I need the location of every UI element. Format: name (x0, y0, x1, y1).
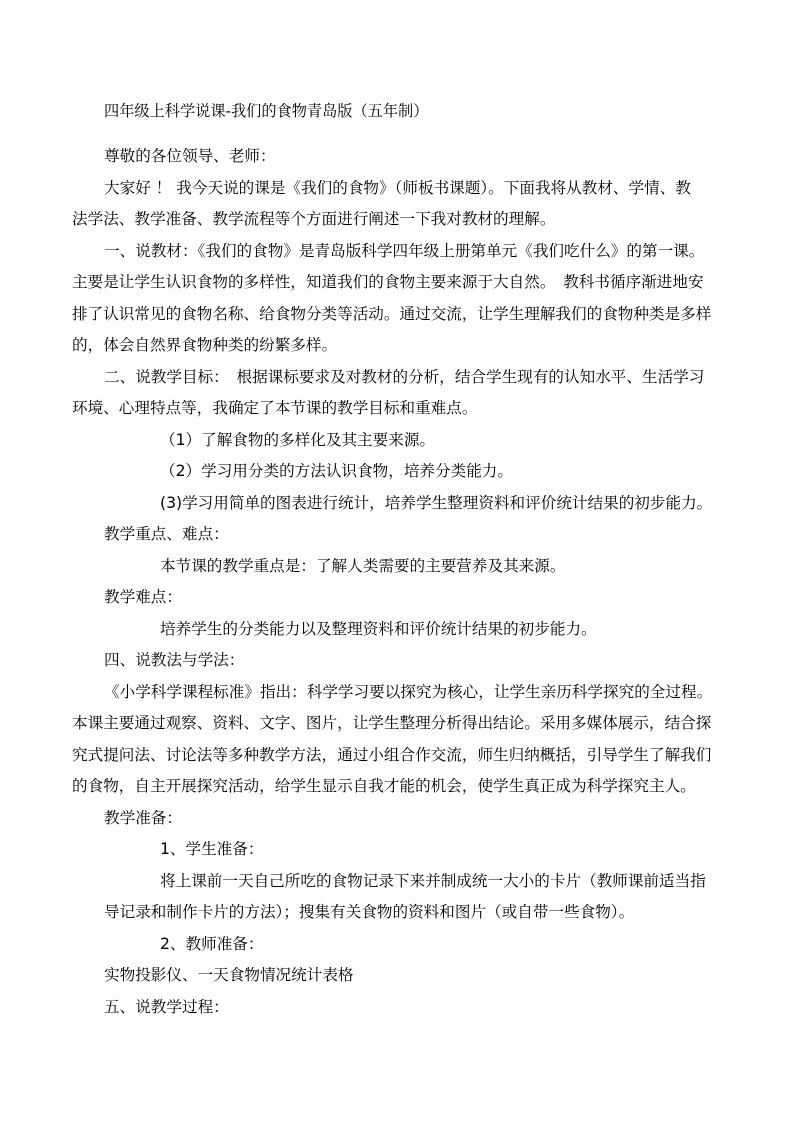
section-heading-line: 四、说教法与学法： (104, 651, 245, 669)
section-heading-line: 一、说教材：《我们的食物》是青岛版科学四年级上册第单元《我们吃什么》的第一课。 (104, 242, 705, 260)
list-item: （2）学习用分类的方法认识食物，培养分类能力。 (160, 462, 513, 480)
list-item: （1）了解食物的多样化及其主要来源。 (160, 431, 436, 449)
paragraph-line: 本课主要通过观察、资料、文字、图片，让学生整理分析得出结论。采用多媒体展示，结合探 (72, 714, 712, 732)
list-item: 1、学生准备： (160, 840, 264, 858)
subheading-line: 教学重点、难点： (104, 525, 229, 543)
subheading-line: 教学准备： (104, 809, 182, 827)
paragraph-line: 环境、心理特点等，我确定了本节课的教学目标和重难点。 (72, 399, 478, 417)
paragraph-line: 《小学科学课程标准》指出：科学学习要以探究为核心，让学生亲历科学探究的全过程。 (104, 683, 713, 701)
document-title: 四年级上科学说课-我们的食物青岛版（五年制） (104, 102, 429, 120)
paragraph-line: 导记录和制作卡片的方法）；搜集有关食物的资料和图片（或自带一些食物）。 (104, 903, 635, 921)
greeting-line: 尊敬的各位领导、老师： (104, 147, 276, 165)
paragraph-line: 将上课前一天自己所吃的食物记录下来并制成统一大小的卡片（教师课前适当指 (160, 872, 706, 890)
paragraph-line: 本节课的教学重点是：了解人类需要的主要营养及其来源。 (160, 557, 566, 575)
paragraph-line: 排了认识常见的食物名称、给食物分类等活动。通过交流，让学生理解我们的食物种类是多样 (72, 305, 712, 323)
section-heading-line: 二、说教学目标： 根据课标要求及对教材的分析，结合学生现有的认知水平、生活学习 (104, 368, 705, 386)
paragraph-line: 实物投影仪、一天食物情况统计表格 (104, 966, 354, 984)
paragraph-line: 的，体会自然界食物种类的纷繁多样。 (72, 336, 338, 354)
paragraph-line: 法学法、教学准备、教学流程等个方面进行阐述一下我对教材的理解。 (72, 210, 556, 228)
subheading-line: 教学难点： (104, 588, 182, 606)
paragraph-line: 的食物，自主开展探究活动，给学生显示自我才能的机会，使学生真正成为科学探究主人。 (72, 777, 696, 795)
paragraph-line: 主要是让学生认识食物的多样性，知道我们的食物主要来源于大自然。 教科书循序渐进地安 (72, 273, 704, 291)
paragraph-line: 究式提问法、讨论法等多种教学方法，通过小组合作交流，师生归纳概括，引导学生了解我们 (72, 746, 712, 764)
section-heading-line: 五、说教学过程： (104, 998, 229, 1016)
paragraph-line: 培养学生的分类能力以及整理资料和评价统计结果的初步能力。 (160, 620, 597, 638)
list-item: 2、教师准备： (160, 935, 264, 953)
paragraph-line: 大家好 ！ 我今天说的课是《我们的食物》（师板书课题）。下面我将从教材、学情、教 (104, 179, 691, 197)
list-item: (3)学习用简单的图表进行统计，培养学生整理资料和评价统计结果的初步能力。 (160, 494, 713, 512)
